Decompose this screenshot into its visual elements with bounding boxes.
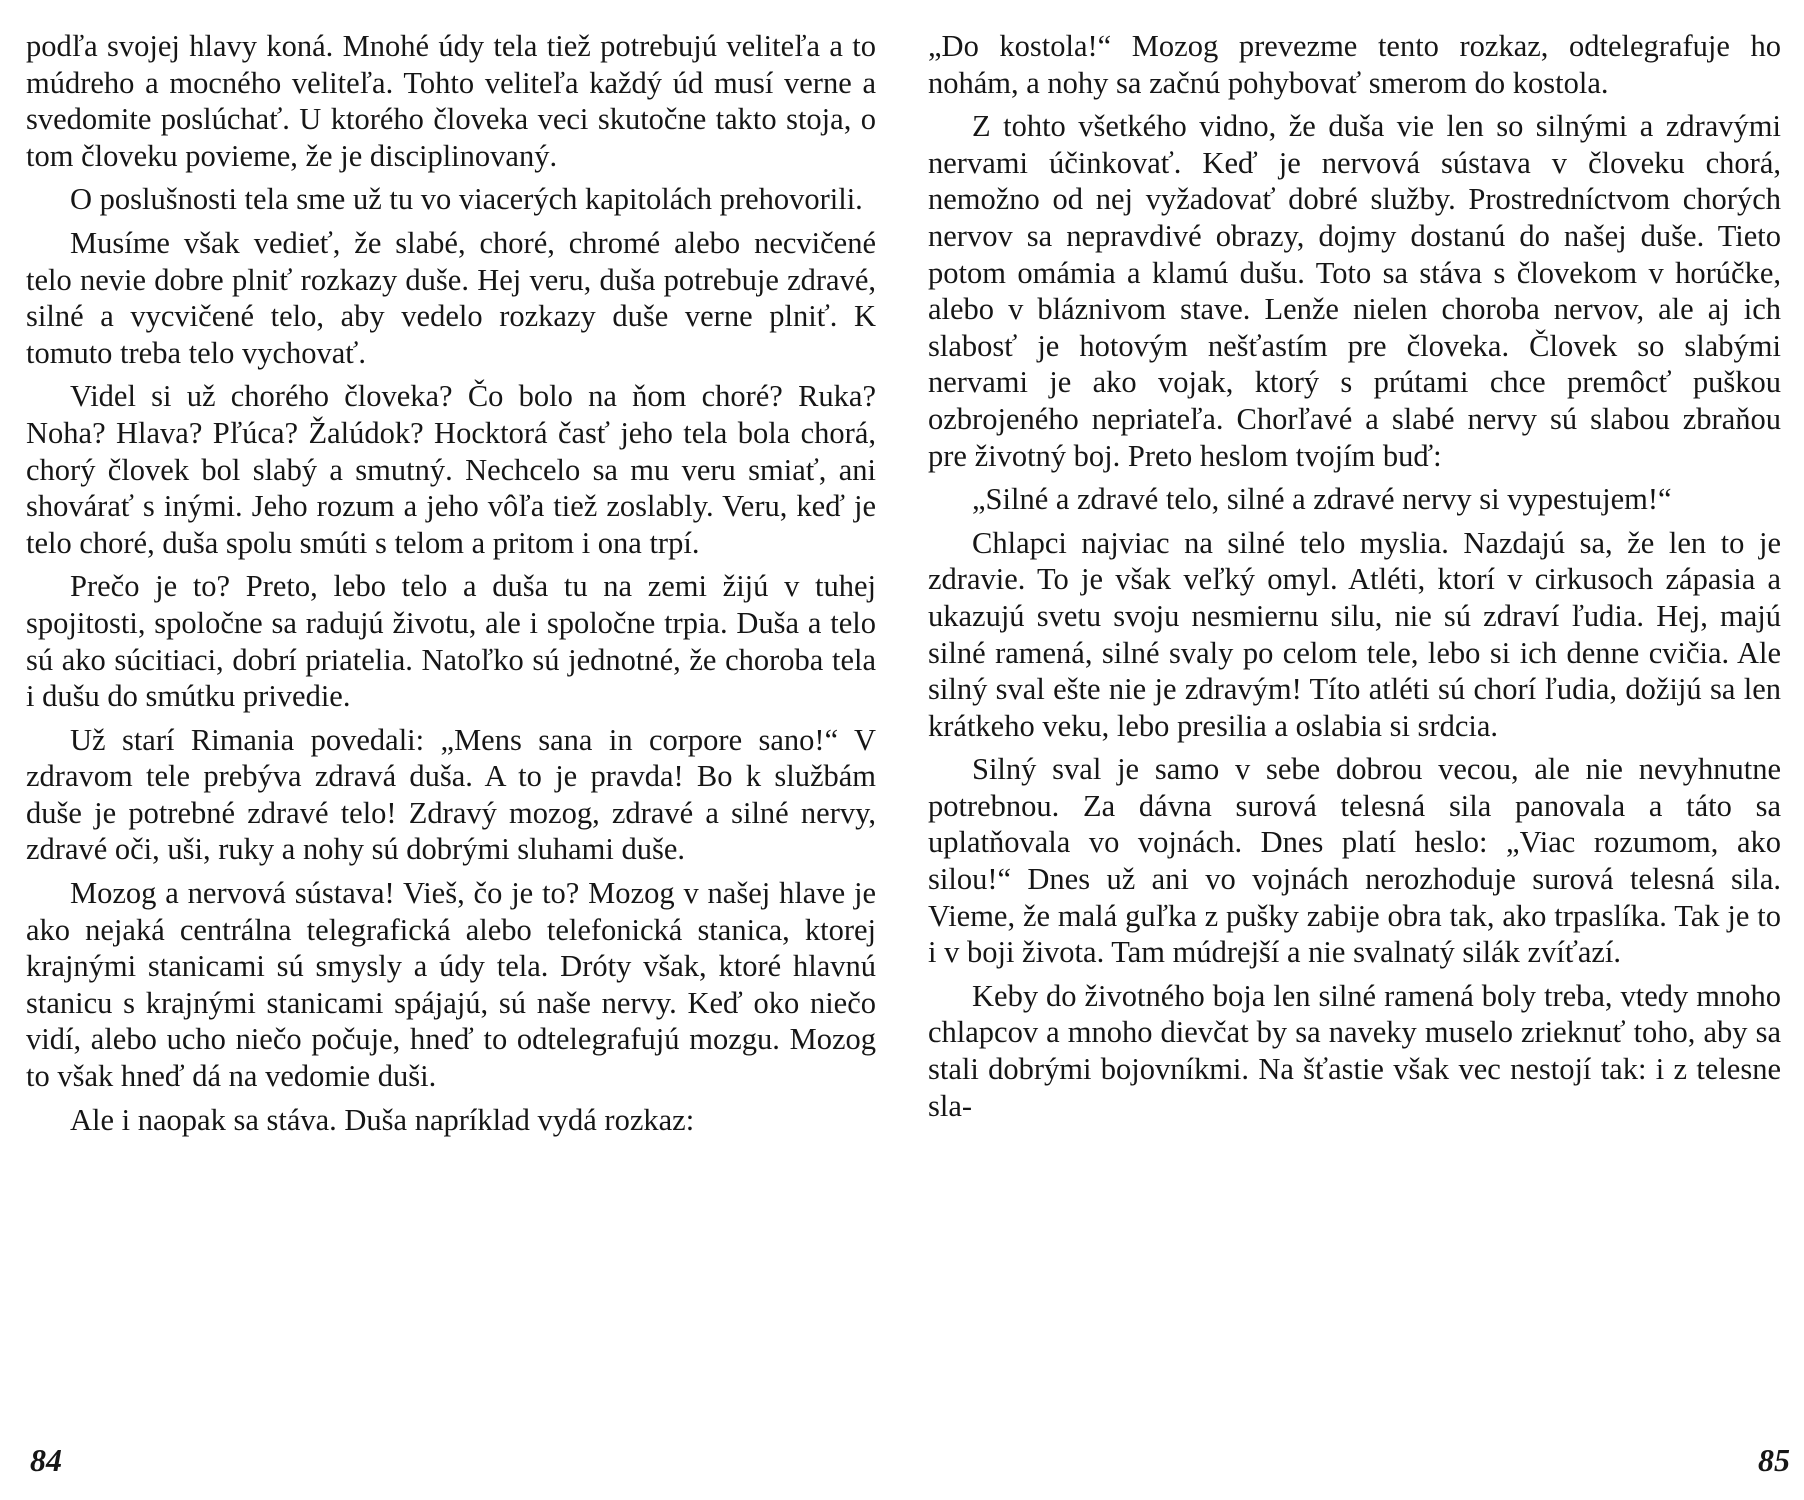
paragraph: Silný sval je samo v sebe dobrou vecou, ale nie nevyhnutne potrebnou. Za dávna surová telesná sila panovala a táto sa uplatňovala vo vojnách. Dnes platí heslo: „Viac rozumom, ako silou!“ Dnes už ani vo vojnách nerozhoduje surová telesná sila. Vieme, že malá guľka z pušky zabije obra tak, ako trpaslíka. Tak je to i v boji života. Tam múdrejší a nie svalnatý silák zvíťazí. bbox=[928, 752, 1781, 970]
paragraph: Mozog a nervová sústava! Vieš, čo je to? Mozog v našej hlave je ako nejaká centrálna telegrafická alebo telefonická stanica, ktorej krajnými stanicami sú smysly a údy tela. Dróty však, ktoré hlavnú stanicu s krajnými stanicami spájajú, sú naše nervy. Keď oko niečo vidí, alebo ucho niečo počuje, hneď to odtelegrafujú mozgu. Mozog to však hneď dá na vedomie duši. bbox=[26, 876, 876, 1094]
paragraph: Prečo je to? Preto, lebo telo a duša tu na zemi žijú v tuhej spojitosti, spoločne sa radujú životu, ale i spoločne trpia. Duša a telo sú ako súcitiaci, dobrí priatelia. Natoľko sú jednotné, že choroba tela i dušu do smútku privedie. bbox=[26, 569, 876, 714]
paragraph: Keby do životného boja len silné ramená boly treba, vtedy mnoho chlapcov a mnoho dievčat by sa naveky muselo zrieknuť toho, aby sa stali dobrými bojovníkmi. Na šťastie však vec nestojí tak: i z telesne sla- bbox=[928, 978, 1781, 1123]
paragraph: Z tohto všetkého vidno, že duša vie len so silnými a zdravými nervami účinkovať. Keď je nervová sústava v človeku chorá, nemožno od nej vyžadovať dobré služby. Prostredníctvom chorých nervov sa nepravdivé obrazy, dojmy dostanú do našej duše. Tieto potom omámia a klamú dušu. Toto sa stáva s človekom v horúčke, alebo v bláznivom stave. Lenže nielen choroba nervov, ale aj ich slabosť je hotovým nešťastím pre človeka. Človek so slabými nervami je ako vojak, ktorý s prútami chce premôcť puškou ozbrojeného nepriateľa. Chorľavé a slabé nervy sú slabou zbraňou pre životný boj. Preto heslom tvojím buď: bbox=[928, 109, 1781, 473]
paragraph: Musíme však vedieť, že slabé, choré, chromé alebo necvičené telo nevie dobre plniť rozkazy duše. Hej veru, duša potrebuje zdravé, silné a vycvičené telo, aby vedelo rozkazy duše verne plniť. K tomuto treba telo vychovať. bbox=[26, 225, 876, 370]
paragraph: Chlapci najviac na silné telo myslia. Nazdajú sa, že len to je zdravie. To je však veľký omyl. Atléti, ktorí v cirkusoch zápasia a ukazujú svetu svoju nesmiernu silu, nie sú zdraví ľudia. Hej, majú silné ramená, silné svaly po celom tele, lebo si ich denne cvičia. Ale silný sval ešte nie je zdravým! Títo atléti sú chorí ľudia, dožijú sa len krátkeho veku, lebo presilia a oslabia si srdcia. bbox=[928, 525, 1781, 743]
left-page-text-column bbox=[26, 28, 876, 1145]
right-page bbox=[902, 0, 1804, 1500]
paragraph: „Do kostola!“ Mozog prevezme tento rozkaz, odtelegrafuje ho nohám, a nohy sa začnú pohybovať smerom do kostola. bbox=[928, 29, 1781, 100]
paragraph: Videl si už chorého človeka? Čo bolo na ňom choré? Ruka? Noha? Hlava? Pľúca? Žalúdok? Hocktorá časť jeho tela bola chorá, chorý človek bol slabý a smutný. Nechcelo sa mu veru smiať, ani shovárať s inými. Jeho rozum a jeho vôľa tiež zoslably. Veru, keď je telo choré, duša spolu smúti s telom a pritom i ona trpí. bbox=[26, 379, 876, 560]
page-number-right: 85 bbox=[1758, 1442, 1790, 1478]
paragraph: podľa svojej hlavy koná. Mnohé údy tela tiež potrebujú veliteľa a to múdreho a mocného veliteľa. Tohto veliteľa každý úd musí verne a svedomite poslúchať. U ktorého človeka veci skutočne takto stoja, o tom človeku povieme, že je disciplinovaný. bbox=[26, 29, 876, 173]
paragraph: O poslušnosti tela sme už tu vo viacerých kapitolách prehovorili. bbox=[70, 182, 863, 217]
paragraph: Už starí Rimania povedali: „Mens sana in corpore sano!“ V zdravom tele prebýva zdravá duša. A to je pravda! Bo k službám duše je potrebné zdravé telo! Zdravý mozog, zdravé a silné nervy, zdravé oči, uši, ruky a nohy sú dobrými sluhami duše. bbox=[26, 722, 876, 867]
paragraph: Ale i naopak sa stáva. Duša napríklad vydá rozkaz: bbox=[70, 1102, 695, 1137]
paragraph: „Silné a zdravé telo, silné a zdravé nervy si vypestujem!“ bbox=[972, 482, 1672, 517]
page-number-left: 84 bbox=[30, 1442, 62, 1478]
right-page-text-column bbox=[928, 28, 1781, 1131]
